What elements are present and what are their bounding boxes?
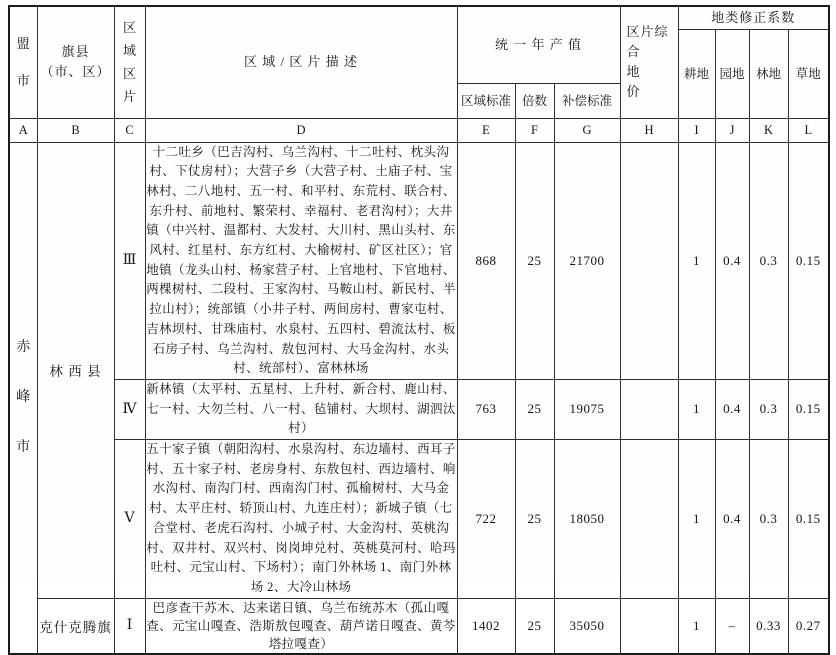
header-multiplier: 倍数 [515,83,554,118]
cell-regional-standard-v: 722 [457,440,515,599]
cell-cultivated-v: 1 [678,440,715,599]
letter-h: H [620,118,678,142]
header-row-1 [9,6,829,29]
cell-desc-iii: 十二吐乡（巴吉沟村、乌兰沟村、十二吐村、枕头沟村、下仗房村）；大营子乡（大营子村、土庙子村、宝林村、二八地村、五一村、和平村、东荒村、联合村、东升村、前地村、繁荣村、幸福村、老君沟村）；大井镇（中兴村、温都村、大发村、大川村、黑山头村、东风村、红星村、东方红村、大榆树村、矿区社区）；官地镇（龙头山村、杨家营子村、上官地村、下官地村、两棵树村、二段村、王家沟村、马鞍山村、新民村、半拉山村）；统部镇（小井子村、两间房村、曹家屯村、吉林坝村、甘珠庙村、水泉村、五四村、碧流汰村、板石房子村、乌兰沟村、敖包河村、大马金沟村、水头村、统部村）、富林林场 [145,142,457,379]
letter-k: K [749,118,788,142]
header-land-type-coefficient: 地类修正系数 [678,6,829,29]
table-row [9,598,829,654]
cell-forest-iv: 0.3 [749,379,788,439]
header-garden-land: 园地 [715,29,749,118]
header-cultivated-land: 耕地 [678,29,715,118]
cell-cultivated-iv: 1 [678,379,715,439]
header-description: 区 域 / 区 片 描 述 [145,6,457,118]
cell-zone-i: Ⅰ [114,598,145,654]
header-zone-comprehensive-price: 区片综合 地 价 [620,6,678,118]
cell-multiplier-v: 25 [515,440,554,599]
cell-compensation-iv: 19075 [554,379,620,439]
cell-multiplier-iv: 25 [515,379,554,439]
cell-zone-v: Ⅴ [114,440,145,599]
table-row [9,142,829,379]
cell-grass-iv: 0.15 [788,379,829,439]
cell-zone-price-iii [620,142,678,379]
header-regional-standard: 区域标准 [457,83,515,118]
cell-compensation-i: 35050 [554,598,620,654]
cell-regional-standard-i: 1402 [457,598,515,654]
table-row [9,440,829,599]
cell-county-hexigten: 克什克腾旗 [37,598,114,654]
cell-zone-iii: Ⅲ [114,142,145,379]
cell-multiplier-i: 25 [515,598,554,654]
cell-garden-iv: 0.4 [715,379,749,439]
cell-cultivated-iii: 1 [678,142,715,379]
cell-garden-iii: 0.4 [715,142,749,379]
table-row [9,379,829,439]
cell-multiplier-iii: 25 [515,142,554,379]
cell-regional-standard-iii: 868 [457,142,515,379]
cell-desc-v: 五十家子镇（朝阳沟村、水泉沟村、东边墙村、西耳子村、五十家子村、老房身村、东敖包村、西边墙村、响水沟村、南沟门村、西南沟门村、孤榆树村、大马金村、太平庄村、轿顶山村、九连庄村）；新城子镇（七合堂村、老虎石沟村、小城子村、大金沟村、英桃沟村、双井村、双兴村、岗岗坤兑村、英桃莫河村、哈玛吐村、元宝山村、下场村）；南门外林场 1、南门外林场 2、大冷山林场 [145,440,457,599]
cell-regional-standard-iv: 763 [457,379,515,439]
letter-f: F [515,118,554,142]
header-grass-land: 草地 [788,29,829,118]
header-zone-col: 区 域 区 片 [114,6,145,118]
cell-zone-price-v [620,440,678,599]
cell-cultivated-i: 1 [678,598,715,654]
cell-grass-iii: 0.15 [788,142,829,379]
cell-compensation-v: 18050 [554,440,620,599]
cell-desc-i: 巴彦查干苏木、达来诺日镇、乌兰布统苏木（孤山嘎查、元宝山嘎查、浩斯敖包嘎查、葫芦诺日嘎查、黄芩塔拉嘎查） [145,598,457,654]
header-unified-annual-output: 统 一 年 产 值 [457,6,620,83]
cell-zone-price-i [620,598,678,654]
cell-league-city: 赤 峰 市 [9,142,37,654]
letter-i: I [678,118,715,142]
cell-zone-iv: Ⅳ [114,379,145,439]
cell-grass-i: 0.27 [788,598,829,654]
cell-zone-price-iv [620,379,678,439]
cell-forest-i: 0.33 [749,598,788,654]
cell-garden-i: – [715,598,749,654]
letter-a: A [9,118,37,142]
cell-garden-v: 0.4 [715,440,749,599]
header-forest-land: 林地 [749,29,788,118]
cell-forest-iii: 0.3 [749,142,788,379]
header-compensation-standard: 补偿标准 [554,83,620,118]
letter-l: L [788,118,829,142]
cell-grass-v: 0.15 [788,440,829,599]
document-page [0,5,836,652]
letter-j: J [715,118,749,142]
header-banner-county: 旗县 （市、区） [37,6,114,118]
letter-d: D [145,118,457,142]
column-letters-row [9,118,829,142]
letter-c: C [114,118,145,142]
header-league-city: 盟 市 [9,6,37,118]
letter-g: G [554,118,620,142]
letter-e: E [457,118,515,142]
compensation-table [8,5,830,655]
letter-b: B [37,118,114,142]
cell-compensation-iii: 21700 [554,142,620,379]
cell-desc-iv: 新林镇（太平村、五星村、上升村、新合村、鹿山村、七一村、大勿兰村、八一村、毡铺村、大坝村、湖泗汰村） [145,379,457,439]
cell-county-linxi: 林 西 县 [37,142,114,598]
cell-forest-v: 0.3 [749,440,788,599]
